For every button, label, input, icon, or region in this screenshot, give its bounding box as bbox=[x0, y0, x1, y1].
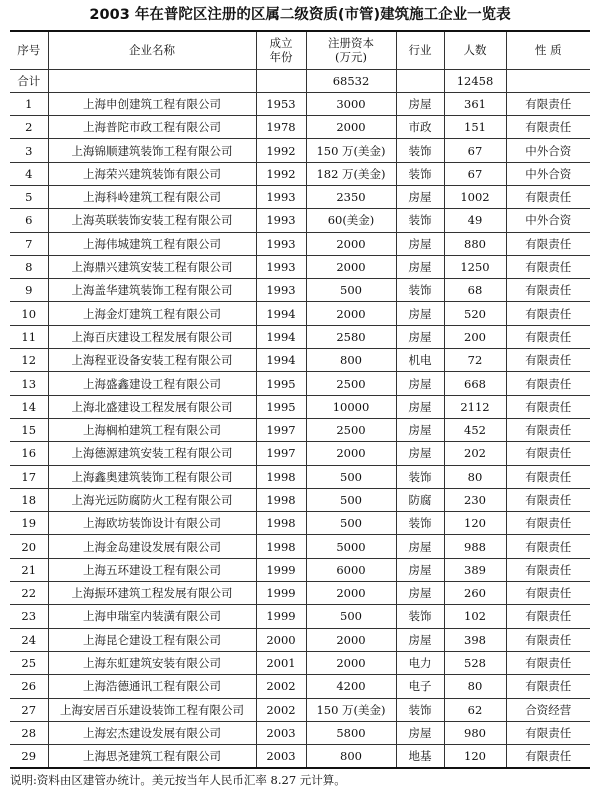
registered-capital: 2580 bbox=[306, 325, 396, 348]
founded-year: 2003 bbox=[256, 721, 306, 744]
staff-count: 230 bbox=[444, 488, 506, 511]
row-number: 14 bbox=[10, 395, 48, 418]
table-row bbox=[10, 255, 590, 278]
ownership-nature: 有限责任 bbox=[506, 185, 590, 208]
ownership-nature: 有限责任 bbox=[506, 488, 590, 511]
staff-count: 72 bbox=[444, 349, 506, 372]
header-capital-line2: (万元) bbox=[335, 50, 367, 65]
company-name: 上海伟城建筑工程有限公司 bbox=[48, 232, 256, 255]
ownership-nature: 有限责任 bbox=[506, 675, 590, 698]
company-name: 上海锦顺建筑装饰工程有限公司 bbox=[48, 139, 256, 162]
ownership-nature: 有限责任 bbox=[506, 116, 590, 139]
registered-capital: 2000 bbox=[306, 302, 396, 325]
ownership-nature: 有限责任 bbox=[506, 745, 590, 768]
ownership-nature: 有限责任 bbox=[506, 418, 590, 441]
founded-year: 1993 bbox=[256, 185, 306, 208]
header-row bbox=[10, 31, 590, 69]
table-row bbox=[10, 185, 590, 208]
row-number: 16 bbox=[10, 442, 48, 465]
founded-year: 2000 bbox=[256, 628, 306, 651]
staff-count: 389 bbox=[444, 558, 506, 581]
industry: 装饰 bbox=[396, 209, 444, 232]
header-staff: 人数 bbox=[444, 31, 506, 69]
registered-capital: 2000 bbox=[306, 442, 396, 465]
registered-capital: 2000 bbox=[306, 116, 396, 139]
founded-year: 1994 bbox=[256, 349, 306, 372]
founded-year: 1978 bbox=[256, 116, 306, 139]
founded-year: 1999 bbox=[256, 558, 306, 581]
ownership-nature: 有限责任 bbox=[506, 92, 590, 115]
table-row bbox=[10, 302, 590, 325]
registered-capital: 500 bbox=[306, 488, 396, 511]
staff-count: 361 bbox=[444, 92, 506, 115]
registered-capital: 2350 bbox=[306, 185, 396, 208]
table-row bbox=[10, 745, 590, 768]
company-name: 上海程亚设备安装工程有限公司 bbox=[48, 349, 256, 372]
ownership-nature: 有限责任 bbox=[506, 558, 590, 581]
industry: 房屋 bbox=[396, 232, 444, 255]
registered-capital: 3000 bbox=[306, 92, 396, 115]
registered-capital: 150 万(美金) bbox=[306, 139, 396, 162]
company-name: 上海光远防腐防火工程有限公司 bbox=[48, 488, 256, 511]
registered-capital: 182 万(美金) bbox=[306, 162, 396, 185]
staff-count: 151 bbox=[444, 116, 506, 139]
industry: 地基 bbox=[396, 745, 444, 768]
table-row bbox=[10, 139, 590, 162]
row-number: 17 bbox=[10, 465, 48, 488]
ownership-nature: 有限责任 bbox=[506, 255, 590, 278]
staff-count: 120 bbox=[444, 512, 506, 535]
founded-year: 2002 bbox=[256, 675, 306, 698]
row-number: 28 bbox=[10, 721, 48, 744]
staff-count: 200 bbox=[444, 325, 506, 348]
total-nature-cell bbox=[506, 69, 590, 92]
industry: 装饰 bbox=[396, 139, 444, 162]
registered-capital: 2500 bbox=[306, 372, 396, 395]
industry: 房屋 bbox=[396, 558, 444, 581]
industry: 装饰 bbox=[396, 512, 444, 535]
ownership-nature: 中外合资 bbox=[506, 162, 590, 185]
company-name: 上海德源建筑安装工程有限公司 bbox=[48, 442, 256, 465]
staff-count: 668 bbox=[444, 372, 506, 395]
industry: 房屋 bbox=[396, 395, 444, 418]
header-industry: 行业 bbox=[396, 31, 444, 69]
company-name: 上海北盛建设工程发展有限公司 bbox=[48, 395, 256, 418]
header-nature: 性 质 bbox=[506, 31, 590, 69]
row-number: 5 bbox=[10, 185, 48, 208]
registered-capital: 500 bbox=[306, 605, 396, 628]
registered-capital: 2000 bbox=[306, 628, 396, 651]
staff-count: 67 bbox=[444, 162, 506, 185]
row-number: 27 bbox=[10, 698, 48, 721]
staff-count: 80 bbox=[444, 675, 506, 698]
ownership-nature: 有限责任 bbox=[506, 721, 590, 744]
table-row bbox=[10, 372, 590, 395]
registered-capital: 150 万(美金) bbox=[306, 698, 396, 721]
row-number: 19 bbox=[10, 512, 48, 535]
industry: 房屋 bbox=[396, 582, 444, 605]
ownership-nature: 中外合资 bbox=[506, 139, 590, 162]
founded-year: 1993 bbox=[256, 232, 306, 255]
industry: 房屋 bbox=[396, 92, 444, 115]
industry: 装饰 bbox=[396, 605, 444, 628]
row-number: 8 bbox=[10, 255, 48, 278]
staff-count: 68 bbox=[444, 279, 506, 302]
company-name: 上海浩德通讯工程有限公司 bbox=[48, 675, 256, 698]
ownership-nature: 有限责任 bbox=[506, 372, 590, 395]
company-name: 上海金灯建筑工程有限公司 bbox=[48, 302, 256, 325]
founded-year: 1994 bbox=[256, 325, 306, 348]
row-number: 9 bbox=[10, 279, 48, 302]
row-number: 1 bbox=[10, 92, 48, 115]
row-number: 2 bbox=[10, 116, 48, 139]
registered-capital: 60(美金) bbox=[306, 209, 396, 232]
ownership-nature: 有限责任 bbox=[506, 651, 590, 674]
staff-count: 988 bbox=[444, 535, 506, 558]
row-number: 12 bbox=[10, 349, 48, 372]
total-capital: 68532 bbox=[306, 69, 396, 92]
ownership-nature: 合资经营 bbox=[506, 698, 590, 721]
table-row bbox=[10, 675, 590, 698]
ownership-nature: 有限责任 bbox=[506, 512, 590, 535]
industry: 防腐 bbox=[396, 488, 444, 511]
founded-year: 1998 bbox=[256, 465, 306, 488]
company-name: 上海荣兴建筑装饰有限公司 bbox=[48, 162, 256, 185]
founded-year: 1992 bbox=[256, 162, 306, 185]
table-row bbox=[10, 209, 590, 232]
staff-count: 520 bbox=[444, 302, 506, 325]
registered-capital: 5800 bbox=[306, 721, 396, 744]
ownership-nature: 有限责任 bbox=[506, 628, 590, 651]
table-body bbox=[10, 69, 590, 768]
row-number: 22 bbox=[10, 582, 48, 605]
header-capital-line1: 注册资本 bbox=[328, 36, 374, 51]
table-row bbox=[10, 465, 590, 488]
row-number: 3 bbox=[10, 139, 48, 162]
header-year-line2: 年份 bbox=[269, 50, 293, 65]
industry: 装饰 bbox=[396, 698, 444, 721]
registered-capital: 5000 bbox=[306, 535, 396, 558]
staff-count: 528 bbox=[444, 651, 506, 674]
footnote: 说明:资料由区建管办统计。美元按当年人民币汇率 8.27 元计算。 bbox=[10, 773, 346, 787]
company-name: 上海英联装饰安装工程有限公司 bbox=[48, 209, 256, 232]
founded-year: 1993 bbox=[256, 255, 306, 278]
company-name: 上海榈柏建筑工程有限公司 bbox=[48, 418, 256, 441]
ownership-nature: 有限责任 bbox=[506, 349, 590, 372]
table-row bbox=[10, 558, 590, 581]
table-row bbox=[10, 92, 590, 115]
row-number: 25 bbox=[10, 651, 48, 674]
registered-capital: 2000 bbox=[306, 651, 396, 674]
total-label: 合计 bbox=[10, 69, 48, 92]
industry: 装饰 bbox=[396, 162, 444, 185]
header-year-line1: 成立 bbox=[269, 36, 293, 51]
registered-capital: 6000 bbox=[306, 558, 396, 581]
founded-year: 1995 bbox=[256, 395, 306, 418]
founded-year: 2003 bbox=[256, 745, 306, 768]
registered-capital: 500 bbox=[306, 512, 396, 535]
row-number: 15 bbox=[10, 418, 48, 441]
registered-capital: 4200 bbox=[306, 675, 396, 698]
table-row bbox=[10, 628, 590, 651]
table-row bbox=[10, 442, 590, 465]
staff-count: 452 bbox=[444, 418, 506, 441]
industry: 市政 bbox=[396, 116, 444, 139]
industry: 装饰 bbox=[396, 279, 444, 302]
industry: 房屋 bbox=[396, 302, 444, 325]
row-number: 10 bbox=[10, 302, 48, 325]
ownership-nature: 有限责任 bbox=[506, 232, 590, 255]
company-name: 上海金岛建设发展有限公司 bbox=[48, 535, 256, 558]
table-row bbox=[10, 116, 590, 139]
row-number: 13 bbox=[10, 372, 48, 395]
row-number: 6 bbox=[10, 209, 48, 232]
founded-year: 1953 bbox=[256, 92, 306, 115]
staff-count: 67 bbox=[444, 139, 506, 162]
table-row bbox=[10, 418, 590, 441]
industry: 电力 bbox=[396, 651, 444, 674]
founded-year: 1998 bbox=[256, 512, 306, 535]
industry: 电子 bbox=[396, 675, 444, 698]
company-name: 上海申瑞室内装潢有限公司 bbox=[48, 605, 256, 628]
table-row bbox=[10, 605, 590, 628]
table-row bbox=[10, 698, 590, 721]
registered-capital: 2000 bbox=[306, 582, 396, 605]
staff-count: 980 bbox=[444, 721, 506, 744]
registered-capital: 800 bbox=[306, 349, 396, 372]
staff-count: 1002 bbox=[444, 185, 506, 208]
founded-year: 1995 bbox=[256, 372, 306, 395]
row-number: 29 bbox=[10, 745, 48, 768]
founded-year: 2002 bbox=[256, 698, 306, 721]
founded-year: 1999 bbox=[256, 605, 306, 628]
founded-year: 1992 bbox=[256, 139, 306, 162]
row-number: 7 bbox=[10, 232, 48, 255]
ownership-nature: 有限责任 bbox=[506, 395, 590, 418]
registered-capital: 2000 bbox=[306, 232, 396, 255]
staff-count: 80 bbox=[444, 465, 506, 488]
founded-year: 1993 bbox=[256, 279, 306, 302]
ownership-nature: 有限责任 bbox=[506, 582, 590, 605]
row-number: 20 bbox=[10, 535, 48, 558]
company-name: 上海盛鑫建设工程有限公司 bbox=[48, 372, 256, 395]
table-row bbox=[10, 651, 590, 674]
table-row bbox=[10, 488, 590, 511]
header-capital bbox=[306, 31, 396, 69]
ownership-nature: 有限责任 bbox=[506, 442, 590, 465]
table-row bbox=[10, 512, 590, 535]
company-name: 上海欧坊装饰设计有限公司 bbox=[48, 512, 256, 535]
registered-capital: 500 bbox=[306, 279, 396, 302]
staff-count: 260 bbox=[444, 582, 506, 605]
header-name: 企业名称 bbox=[48, 31, 256, 69]
founded-year: 1999 bbox=[256, 582, 306, 605]
staff-count: 49 bbox=[444, 209, 506, 232]
table-row bbox=[10, 279, 590, 302]
industry: 房屋 bbox=[396, 628, 444, 651]
row-number: 26 bbox=[10, 675, 48, 698]
company-name: 上海盖华建筑装饰工程有限公司 bbox=[48, 279, 256, 302]
row-number: 21 bbox=[10, 558, 48, 581]
table-title: 2003 年在普陀区注册的区属二级资质(市管)建筑施工企业一览表 bbox=[89, 7, 511, 23]
table-row bbox=[10, 535, 590, 558]
founded-year: 1998 bbox=[256, 488, 306, 511]
ownership-nature: 中外合资 bbox=[506, 209, 590, 232]
founded-year: 1994 bbox=[256, 302, 306, 325]
staff-count: 102 bbox=[444, 605, 506, 628]
industry: 房屋 bbox=[396, 325, 444, 348]
row-number: 23 bbox=[10, 605, 48, 628]
registered-capital: 10000 bbox=[306, 395, 396, 418]
company-name: 上海昆仑建设工程有限公司 bbox=[48, 628, 256, 651]
company-name: 上海科岭建筑工程有限公司 bbox=[48, 185, 256, 208]
company-name: 上海思尧建筑工程有限公司 bbox=[48, 745, 256, 768]
founded-year: 1997 bbox=[256, 442, 306, 465]
industry: 房屋 bbox=[396, 185, 444, 208]
founded-year: 1993 bbox=[256, 209, 306, 232]
company-name: 上海鑫奥建筑装饰工程有限公司 bbox=[48, 465, 256, 488]
industry: 房屋 bbox=[396, 721, 444, 744]
registered-capital: 500 bbox=[306, 465, 396, 488]
total-staff: 12458 bbox=[444, 69, 506, 92]
industry: 装饰 bbox=[396, 465, 444, 488]
founded-year: 1997 bbox=[256, 418, 306, 441]
row-number: 18 bbox=[10, 488, 48, 511]
table-row bbox=[10, 582, 590, 605]
row-number: 24 bbox=[10, 628, 48, 651]
industry: 房屋 bbox=[396, 255, 444, 278]
industry: 房屋 bbox=[396, 535, 444, 558]
total-row bbox=[10, 69, 590, 92]
ownership-nature: 有限责任 bbox=[506, 325, 590, 348]
row-number: 4 bbox=[10, 162, 48, 185]
table-row bbox=[10, 349, 590, 372]
staff-count: 1250 bbox=[444, 255, 506, 278]
staff-count: 120 bbox=[444, 745, 506, 768]
table-row bbox=[10, 325, 590, 348]
total-name-cell bbox=[48, 69, 256, 92]
staff-count: 62 bbox=[444, 698, 506, 721]
ownership-nature: 有限责任 bbox=[506, 465, 590, 488]
company-name: 上海安居百乐建设装饰工程有限公司 bbox=[48, 698, 256, 721]
ownership-nature: 有限责任 bbox=[506, 605, 590, 628]
row-number: 11 bbox=[10, 325, 48, 348]
table-row bbox=[10, 721, 590, 744]
table-row bbox=[10, 162, 590, 185]
staff-count: 398 bbox=[444, 628, 506, 651]
company-name: 上海振环建筑工程发展有限公司 bbox=[48, 582, 256, 605]
ownership-nature: 有限责任 bbox=[506, 279, 590, 302]
company-name: 上海申创建筑工程有限公司 bbox=[48, 92, 256, 115]
total-industry-cell bbox=[396, 69, 444, 92]
table-row bbox=[10, 232, 590, 255]
ownership-nature: 有限责任 bbox=[506, 302, 590, 325]
registered-capital: 2500 bbox=[306, 418, 396, 441]
ownership-nature: 有限责任 bbox=[506, 535, 590, 558]
company-name: 上海五环建设工程有限公司 bbox=[48, 558, 256, 581]
company-name: 上海鼎兴建筑安装工程有限公司 bbox=[48, 255, 256, 278]
industry: 房屋 bbox=[396, 418, 444, 441]
company-name: 上海普陀市政工程有限公司 bbox=[48, 116, 256, 139]
staff-count: 880 bbox=[444, 232, 506, 255]
industry: 房屋 bbox=[396, 372, 444, 395]
total-year-cell bbox=[256, 69, 306, 92]
table-row bbox=[10, 395, 590, 418]
registered-capital: 2000 bbox=[306, 255, 396, 278]
header-index: 序号 bbox=[10, 31, 48, 69]
registered-capital: 800 bbox=[306, 745, 396, 768]
company-name: 上海宏杰建设发展有限公司 bbox=[48, 721, 256, 744]
header-year bbox=[256, 31, 306, 69]
founded-year: 1998 bbox=[256, 535, 306, 558]
founded-year: 2001 bbox=[256, 651, 306, 674]
enterprise-table bbox=[10, 30, 590, 769]
industry: 机电 bbox=[396, 349, 444, 372]
industry: 房屋 bbox=[396, 442, 444, 465]
company-name: 上海东虹建筑安装有限公司 bbox=[48, 651, 256, 674]
company-name: 上海百庆建设工程发展有限公司 bbox=[48, 325, 256, 348]
staff-count: 202 bbox=[444, 442, 506, 465]
staff-count: 2112 bbox=[444, 395, 506, 418]
